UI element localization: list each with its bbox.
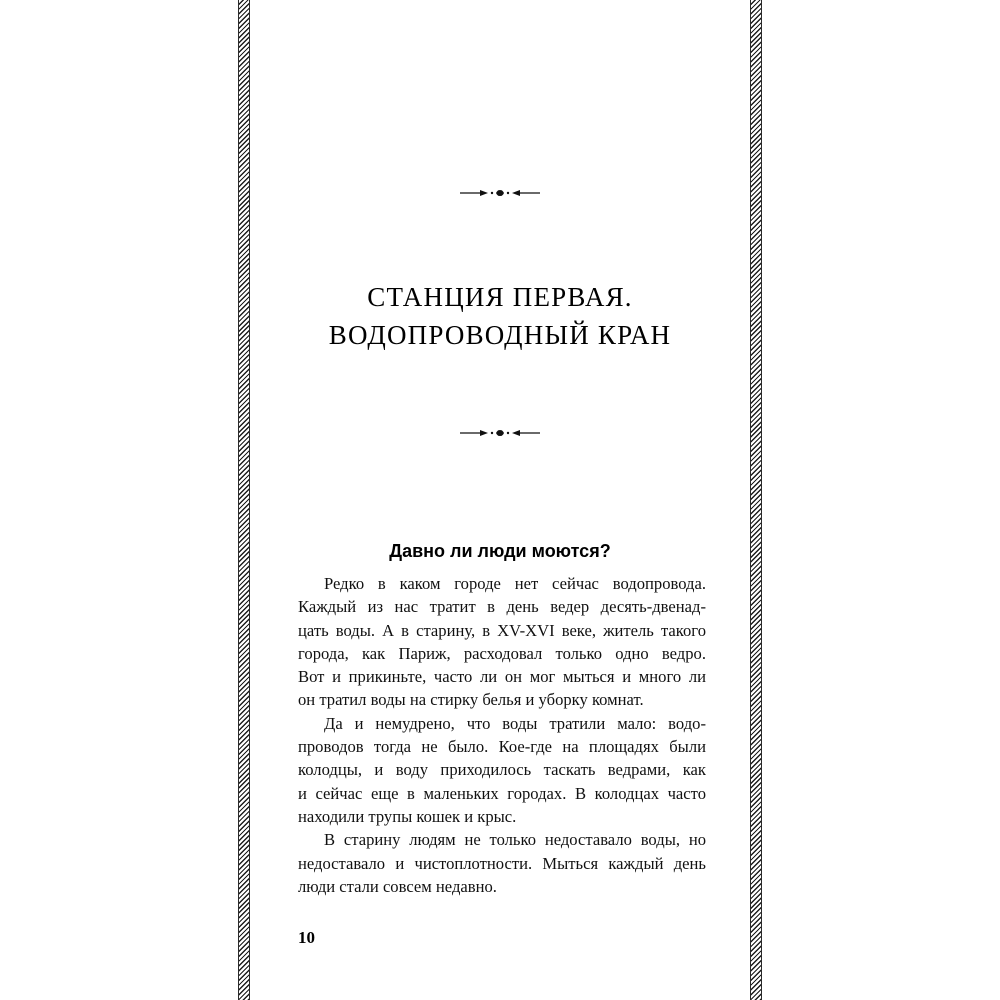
- chapter-title-line-2: ВОДОПРОВОДНЫЙ КРАН: [328, 320, 672, 350]
- section-heading: Давно ли люди моются?: [389, 541, 611, 561]
- text-line: люди стали совсем недавно.: [298, 876, 497, 896]
- text-line: города, как Париж, расходовал только одно ведро.: [298, 643, 706, 663]
- text-line: Редко в каком городе нет сейчас водопровода.: [324, 574, 706, 593]
- body-text: [298, 572, 706, 898]
- chapter-title: [262, 278, 738, 354]
- page-number: 10: [298, 928, 315, 947]
- text-line: находили трупы кошек и крыс.: [298, 806, 517, 826]
- paragraph: [298, 572, 706, 712]
- chapter-title-line-1: СТАНЦИЯ ПЕРВАЯ.: [367, 282, 633, 312]
- text-line: В старину людям не только недоставало воды, но: [324, 830, 706, 850]
- text-line: цать воды. А в старину, в XV-XVI веке, житель такого: [298, 620, 706, 640]
- right-decorative-border: [750, 0, 762, 1000]
- text-line: Вот и прикиньте, часто ли он мог мыться и много ли: [298, 667, 706, 687]
- text-line: и сейчас еще в маленьких городах. В колодцах часто: [298, 783, 706, 803]
- paragraph: [298, 828, 706, 898]
- text-line: он тратил воды на стирку белья и уборку комнат.: [298, 690, 644, 710]
- left-decorative-border: [238, 0, 250, 1000]
- text-line: Да и немудрено, что воды тратили мало: водо-: [324, 713, 706, 733]
- ornamental-divider-icon: [460, 188, 540, 198]
- text-line: недоставало и чистоплотности. Мыться каждый день: [298, 853, 706, 873]
- text-line: колодцы, и воду приходилось таскать ведрами, как: [298, 760, 706, 780]
- ornamental-divider-icon: [460, 428, 540, 438]
- text-line: проводов тогда не было. Кое-где на площадях были: [298, 737, 706, 757]
- text-line: Каждый из нас тратит в день ведер десять-двенад-: [298, 597, 706, 617]
- paragraph: [298, 712, 706, 828]
